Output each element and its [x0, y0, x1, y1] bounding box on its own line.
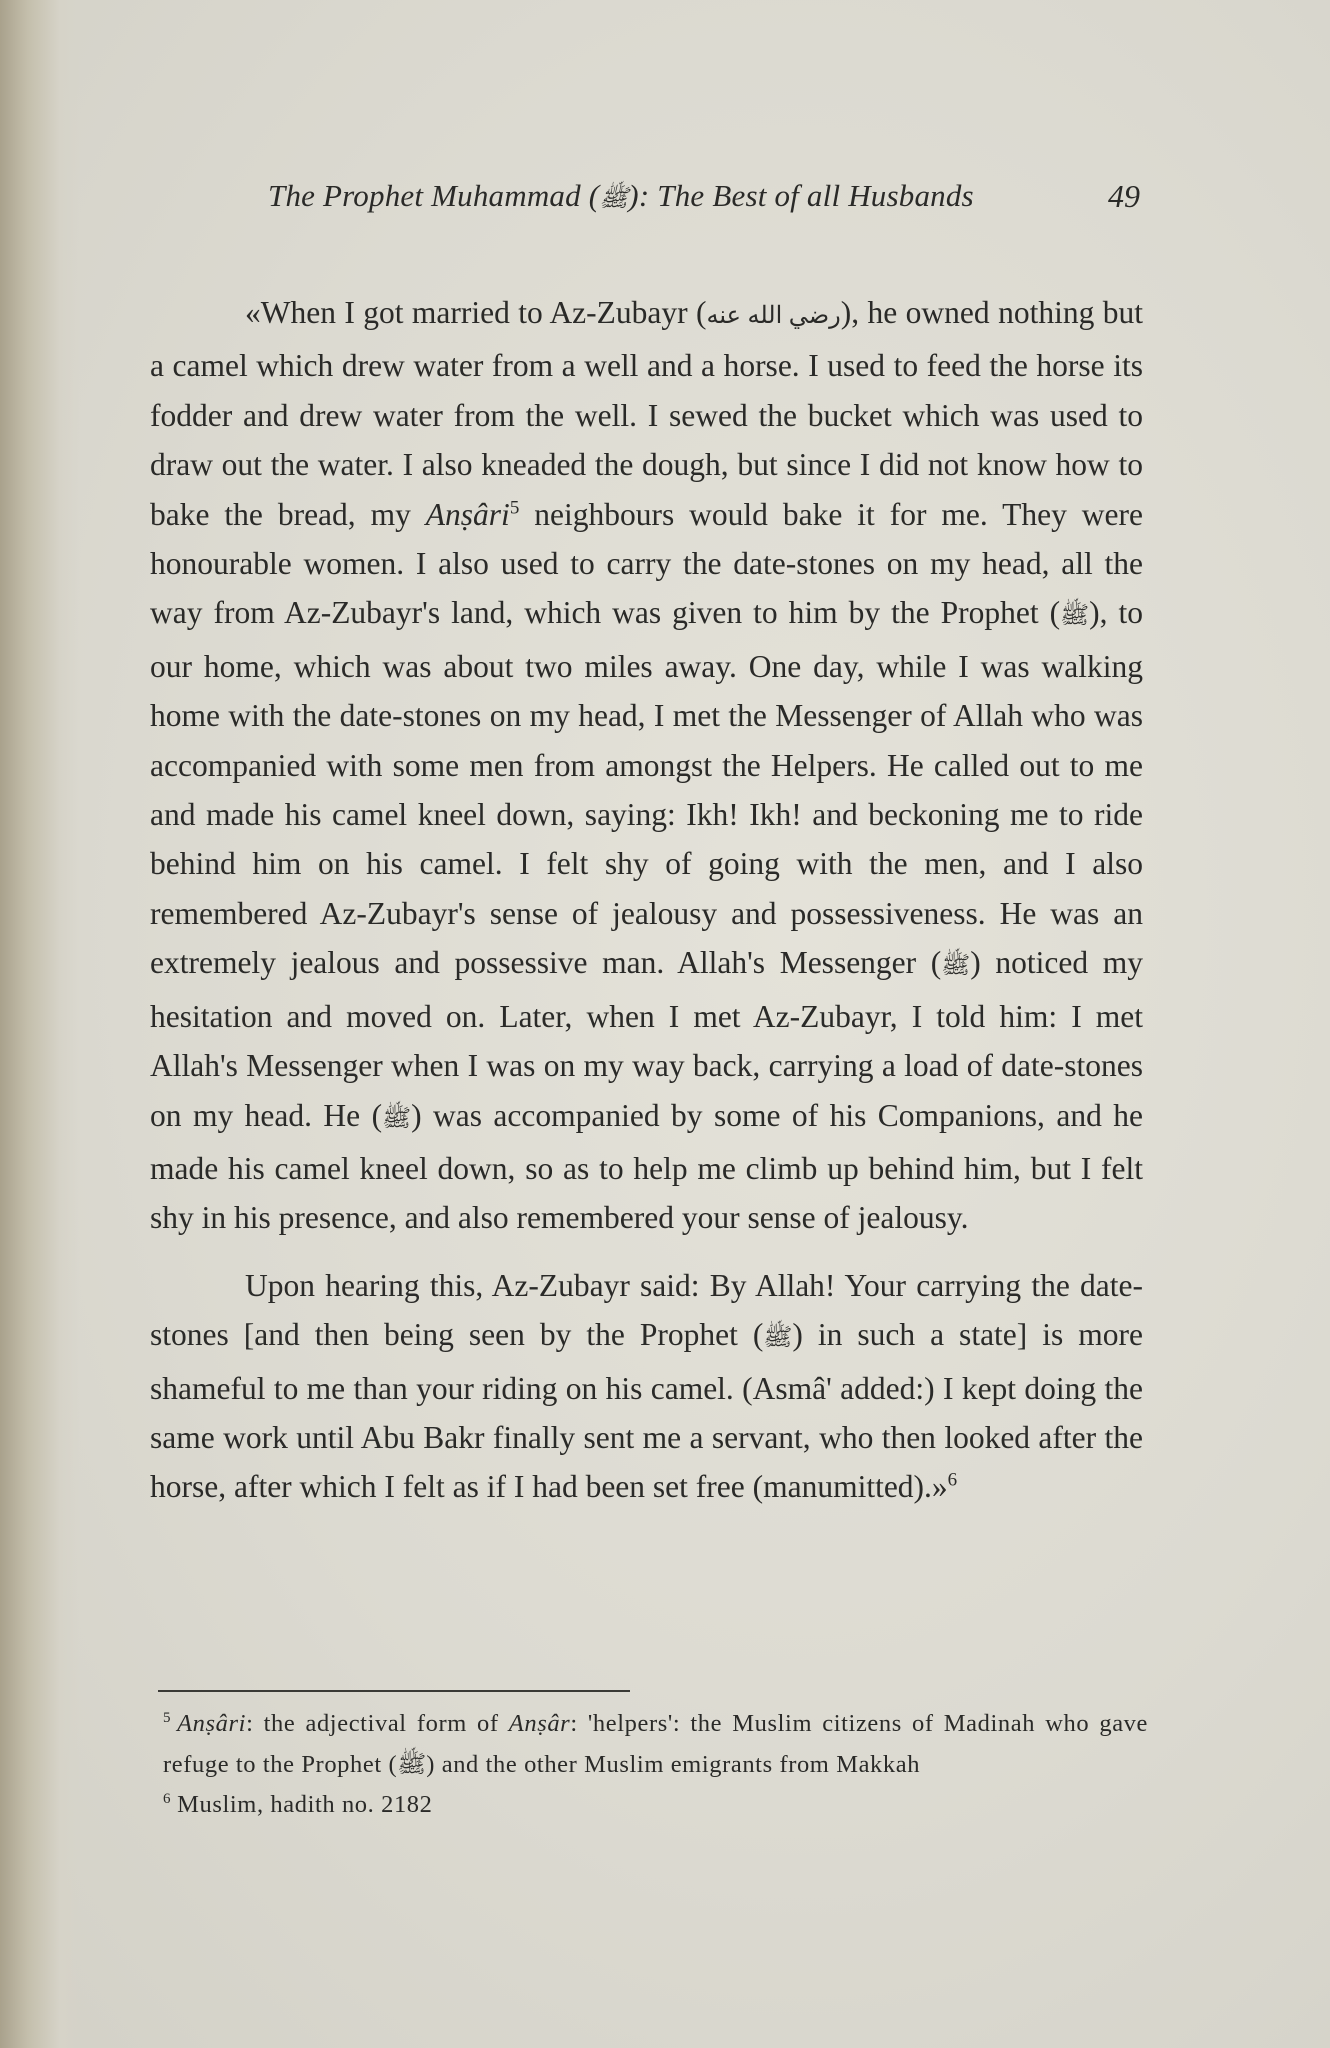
running-title-text-a: The Prophet Muhammad (: [268, 178, 600, 213]
p1-text-6: ) was accompanied by some of his Companions, and he made his camel kneel down, so as to help me climb up behind him, but I felt shy in his presence, and also remembered your sense of jealousy.: [150, 1097, 1143, 1236]
footnote-5-term-2: Anṣâr: [508, 1710, 571, 1737]
paragraph-1: [150, 288, 1143, 1243]
footnote-6-text: Muslim, hadith no. 2182: [177, 1791, 433, 1818]
p1-text-3: neighbours would bake it for me. They were honourable women. I also used to carry the date-stones on my head, all the way from Az-Zubayr's land, which was given to him by the Prophet (: [150, 496, 1143, 631]
footnote-5-number: 5: [163, 1709, 172, 1726]
p1-text-1: «When I got married to Az-Zubayr (: [245, 295, 707, 330]
running-title-text-b: ): The Best of all Husbands: [628, 178, 974, 213]
footnote-ref-6: 6: [947, 1469, 958, 1491]
running-head: [150, 178, 1140, 222]
footnote-5-honorific: ﷺ: [397, 1751, 427, 1778]
footnote-5-text-a: : the adjectival form of: [246, 1710, 509, 1737]
p2-text-1: Upon hearing this, Az-Zubayr said: By Allah! Your carrying the date-stones [and then being seen by the Prophet (: [150, 1267, 1143, 1353]
footnote-6-number: 6: [163, 1790, 172, 1807]
footnote-5-text-c: ) and the other Muslim emigrants from Makkah: [426, 1750, 921, 1778]
footnote-5: [163, 1704, 1148, 1785]
running-title-honorific: ﷺ: [599, 186, 629, 212]
footnote-ref-5: 5: [509, 497, 520, 519]
running-title: [268, 178, 974, 218]
p1-honorific-4: ﷺ: [382, 1105, 412, 1132]
footnote-5-text-b: : 'helpers': the Muslim citizens of Madinah who gave refuge to the Prophet (: [163, 1710, 1148, 1778]
p1-honorific-2: ﷺ: [1060, 603, 1090, 630]
paragraph-2: [150, 1261, 1143, 1512]
p1-text-4: ), to our home, which was about two miles away. One day, while I was walking home with the date-stones on my head, I met the Messenger of Allah who was accompanied with some men from amongst the Helpers. He called out to me and made his camel kneel down, saying: Ikh! Ikh! and beckoning me to ride behind him on his camel. I felt shy of going with the men, and I also remembered Az-Zubayr's sense of jealousy and possessiveness. He was an extremely jealous and possessive man. Allah's Messenger (: [150, 595, 1143, 981]
p2-honorific-1: ﷺ: [763, 1325, 793, 1352]
footnote-divider: [158, 1690, 630, 1692]
p1-italic-term: Anṣâri: [425, 496, 510, 532]
footnote-5-term: Anṣâri: [177, 1710, 247, 1737]
p2-text-2: ) in such a state] is more shameful to me than your riding on his camel. (Asmâ' added:) I kept doing the same work until Abu Bakr finally sent me a servant, who then looked after the horse, after which I felt as if I had been set free (manumitted).»: [150, 1317, 1143, 1505]
footnotes: [163, 1704, 1148, 1826]
footnote-6: [163, 1785, 1148, 1826]
spine-shadow: [0, 0, 80, 2048]
page-number: 49: [1108, 178, 1140, 214]
p1-honorific-1: رضي الله عنه: [706, 303, 841, 329]
p1-text-5: ) noticed my hesitation and moved on. Later, when I met Az-Zubayr, I told him: I met Allah's Messenger when I was on my way back, carrying a load of date-stones on my head. He (: [150, 945, 1143, 1133]
p1-honorific-3: ﷺ: [941, 953, 971, 980]
body-text: [150, 288, 1143, 1512]
p1-text-2: ), he owned nothing but a camel which drew water from a well and a horse. I used to feed the horse its fodder and drew water from the well. I sewed the bucket which was used to draw out the water. I also kneaded the dough, but since I did not know how to bake the bread, my: [150, 295, 1143, 532]
